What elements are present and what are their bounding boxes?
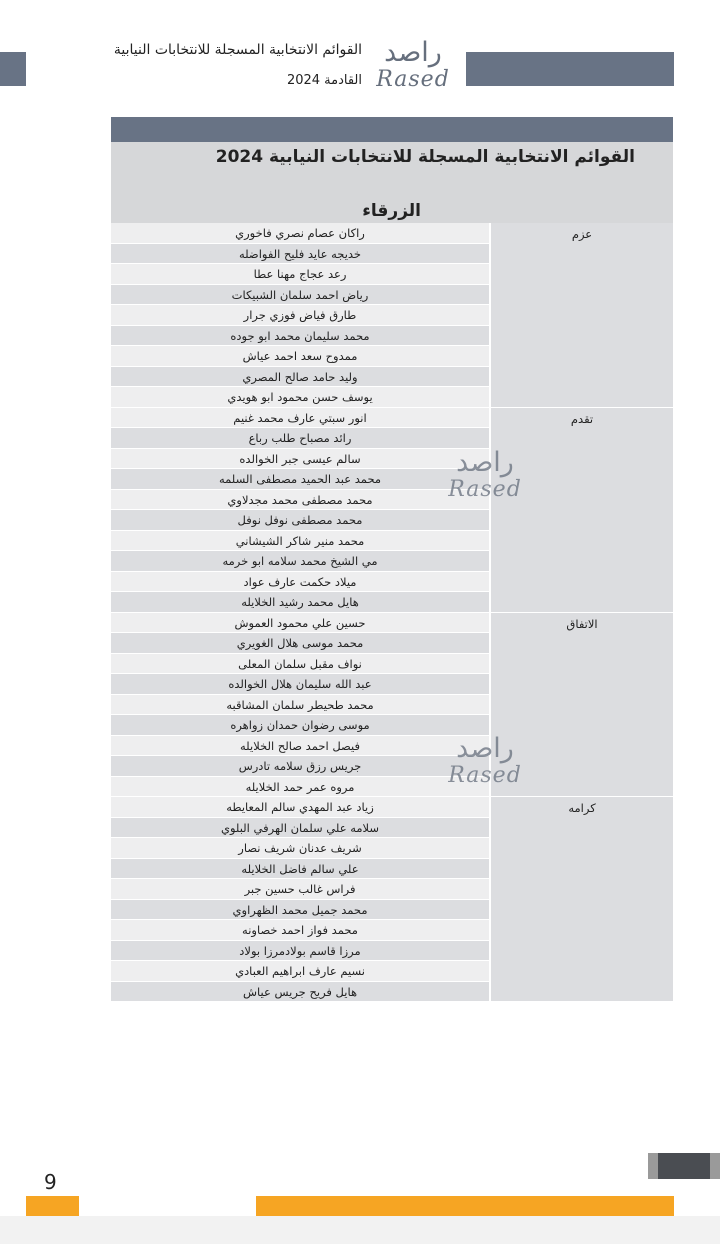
candidate-name: موسى رضوان حمدان زواهره	[111, 715, 489, 736]
party-name: كرامه	[491, 797, 673, 1002]
candidate-name: فراس غالب حسين جبر	[111, 879, 489, 900]
footer-accent-bar-right	[256, 1196, 674, 1216]
candidate-name: زياد عبد المهدي سالم المعايطه	[111, 797, 489, 818]
candidate-name: مرزا قاسم بولادمرزا بولاد	[111, 941, 489, 962]
candidate-list	[111, 408, 489, 613]
candidate-list	[111, 797, 489, 1002]
party-name: تقدم	[491, 408, 673, 613]
party-group	[111, 613, 673, 798]
candidate-name: محمد منير شاكر الشيشاني	[111, 531, 489, 552]
candidate-name: رياض احمد سلمان الشبيكات	[111, 285, 489, 306]
candidate-list	[111, 223, 489, 408]
rased-logo-arabic: راصد	[384, 37, 442, 68]
watermark-latin: Rased	[448, 477, 522, 502]
candidate-name: راكان عصام نصري فاخوري	[111, 223, 489, 244]
watermark-arabic: راصد	[456, 733, 514, 764]
candidate-name: يوسف حسن محمود ابو هويدي	[111, 387, 489, 408]
header-title: القوائم الانتخابية المسجلة للانتخابات النيابية	[113, 42, 362, 58]
rased-logo-latin: Rased	[376, 67, 450, 92]
watermark-logo	[430, 734, 540, 788]
candidate-name: محمد عبد الحميد مصطفى السلمه	[111, 469, 489, 490]
candidate-name: محمد مصطفى محمد مجدلاوي	[111, 490, 489, 511]
candidate-name: فيصل احمد صالح الخلايله	[111, 736, 489, 757]
candidate-name: محمد موسى هلال الغويري	[111, 633, 489, 654]
table-top-bar	[111, 117, 673, 142]
party-groups	[111, 223, 673, 1002]
electoral-lists-table	[111, 117, 673, 1002]
candidate-name: محمد مصطفى نوفل نوفل	[111, 510, 489, 531]
candidate-name: ميلاد حكمت عارف عواد	[111, 572, 489, 593]
candidate-name: طارق فياض فوزي جرار	[111, 305, 489, 326]
candidate-name: انور سبتي عارف محمد غنيم	[111, 408, 489, 429]
candidate-name: رائد مصباح طلب رباع	[111, 428, 489, 449]
watermark-latin: Rased	[448, 763, 522, 788]
candidate-name: علي سالم فاضل الخلايله	[111, 859, 489, 880]
header-subtitle: القادمة 2024	[286, 73, 362, 88]
candidate-name: هايل فريح جريس عياش	[111, 982, 489, 1003]
candidate-name: محمد جميل محمد الظهراوي	[111, 900, 489, 921]
candidate-name: وليد حامد صالح المصري	[111, 367, 489, 388]
candidate-name: مي الشيخ محمد سلامه ابو خرمه	[111, 551, 489, 572]
header-accent-bar-right	[466, 52, 674, 86]
party-group	[111, 797, 673, 1002]
candidate-name: جريس رزق سلامه تادرس	[111, 756, 489, 777]
district-name: الزرقاء	[362, 201, 421, 221]
candidate-name: مروه عمر حمد الخلايله	[111, 777, 489, 798]
candidate-name: خديجه عايد فليح الفواضله	[111, 244, 489, 265]
candidate-name: محمد فواز احمد خصاونه	[111, 920, 489, 941]
candidate-name: هايل محمد رشيد الخلايله	[111, 592, 489, 613]
party-group	[111, 408, 673, 613]
rased-logo	[358, 38, 468, 92]
party-name: عزم	[491, 223, 673, 408]
header-accent-bar-left	[0, 52, 26, 86]
footer-nav-block-dark	[658, 1153, 710, 1179]
candidate-name: سالم عيسى جبر الخوالده	[111, 449, 489, 470]
candidate-name: عبد الله سليمان هلال الخوالده	[111, 674, 489, 695]
candidate-name: محمد سليمان محمد ابو جوده	[111, 326, 489, 347]
footer-accent-bar-left	[26, 1196, 79, 1216]
candidate-name: رعد عجاج مهنا عطا	[111, 264, 489, 285]
candidate-name: محمد طحيطر سلمان المشاقبه	[111, 695, 489, 716]
watermark-arabic: راصد	[456, 447, 514, 478]
table-title: القوائم الانتخابية المسجلة للانتخابات النيابية 2024	[215, 147, 635, 167]
candidate-name: ممدوح سعد احمد عياش	[111, 346, 489, 367]
watermark-logo	[430, 448, 540, 502]
party-name: الاتفاق	[491, 613, 673, 798]
candidate-name: حسين علي محمود العموش	[111, 613, 489, 634]
page-number: 9	[44, 1170, 57, 1194]
footer-strip	[0, 1216, 720, 1244]
candidate-name: شريف عدنان شريف نصار	[111, 838, 489, 859]
candidate-name: سلامه علي سلمان الهرفي البلوي	[111, 818, 489, 839]
candidate-name: نسيم عارف ابراهيم العبادي	[111, 961, 489, 982]
candidate-name: نواف مقبل سلمان المعلى	[111, 654, 489, 675]
table-title-cell	[111, 142, 673, 223]
party-group	[111, 223, 673, 408]
